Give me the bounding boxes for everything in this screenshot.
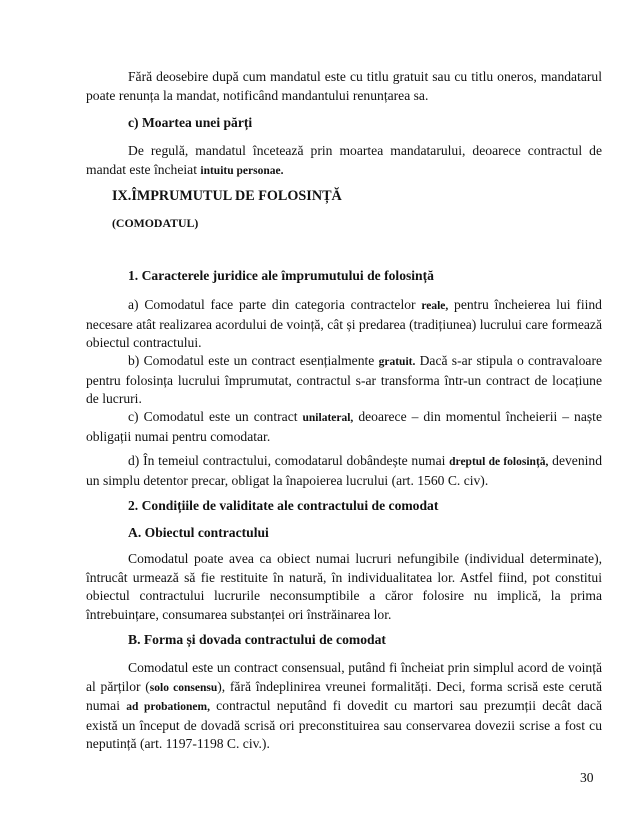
paragraph-death-of-mandatary: De regulă, mandatul încetează prin moartea mandatarului, deoarece contractul de mandat este încheiat intuitu personae.: [86, 143, 602, 177]
paragraph-mandate-renunciation: Fără deosebire după cum mandatul este cu titlu gratuit sau cu titlu oneros, mandatarul poate renunța la mandat, notificând mandantului renunțarea sa.: [86, 69, 602, 103]
subheading-death-of-party: c) Moartea unei părți: [128, 115, 253, 130]
paragraph-object: Comodatul poate avea ca obiect numai lucruri nefungibile (individual determinate), întrucât urmează să fie restituite în natură, în individualitatea lor. Astfel fiind, pot constitui obiectul contractului lucrurile neconsumptibile a căror folosire nu implică, la prima întrebuințare, consumarea substanței ori înstrăinarea lor.: [86, 551, 602, 622]
subheading-object: A. Obiectul contractului: [128, 525, 269, 540]
page-number: 30: [580, 770, 594, 785]
chapter-subheading: (COMODATUL): [112, 216, 199, 230]
chapter-heading: IX.ÎMPRUMUTUL DE FOLOSINȚĂ: [112, 188, 342, 204]
paragraph-a-real-contract: a) Comodatul face parte din categoria contractelor reale, pentru încheierea lui fiind necesare atât realizarea acordului de voință, cât și predarea (tradițiunea) lucrului care formează obiectul contractului.: [86, 297, 602, 350]
section-heading-1: 1. Caracterele juridice ale împrumutului de folosință: [128, 268, 434, 283]
paragraph-form-and-proof: Comodatul este un contract consensual, putând fi încheiat prin simplul acord de voință al părților (solo consensu), fără îndeplinirea vreunei formalități. Deci, forma scrisă este cerută numai ad probationem, contractul neputând fi dovedit cu martori sau prezumții decât dacă există un început de dovadă scrisă ori preconstituirea sau conservarea dovezii scrise a fost cu neputință (art. 1197-1198 C. civ.).: [86, 660, 602, 751]
paragraph-d-right-of-use: d) În temeiul contractului, comodatarul dobândește numai dreptul de folosință, devenind un simplu detentor precar, obligat la înapoierea lucrului (art. 1560 C. civ).: [86, 453, 602, 488]
subheading-form-and-proof: B. Forma și dovada contractului de comodat: [128, 632, 386, 647]
section-heading-2: 2. Condițiile de validitate ale contractului de comodat: [128, 498, 439, 513]
paragraph-b-gratuitous: b) Comodatul este un contract esențialmente gratuit. Dacă s-ar stipula o contravaloare pentru folosința lucrului împrumutat, contractul s-ar transforma într-un contract de locațiune de lucruri.: [86, 353, 602, 406]
paragraph-c-unilateral: c) Comodatul este un contract unilateral, deoarece – din momentul încheierii – naște obligații numai pentru comodatar.: [86, 409, 602, 444]
